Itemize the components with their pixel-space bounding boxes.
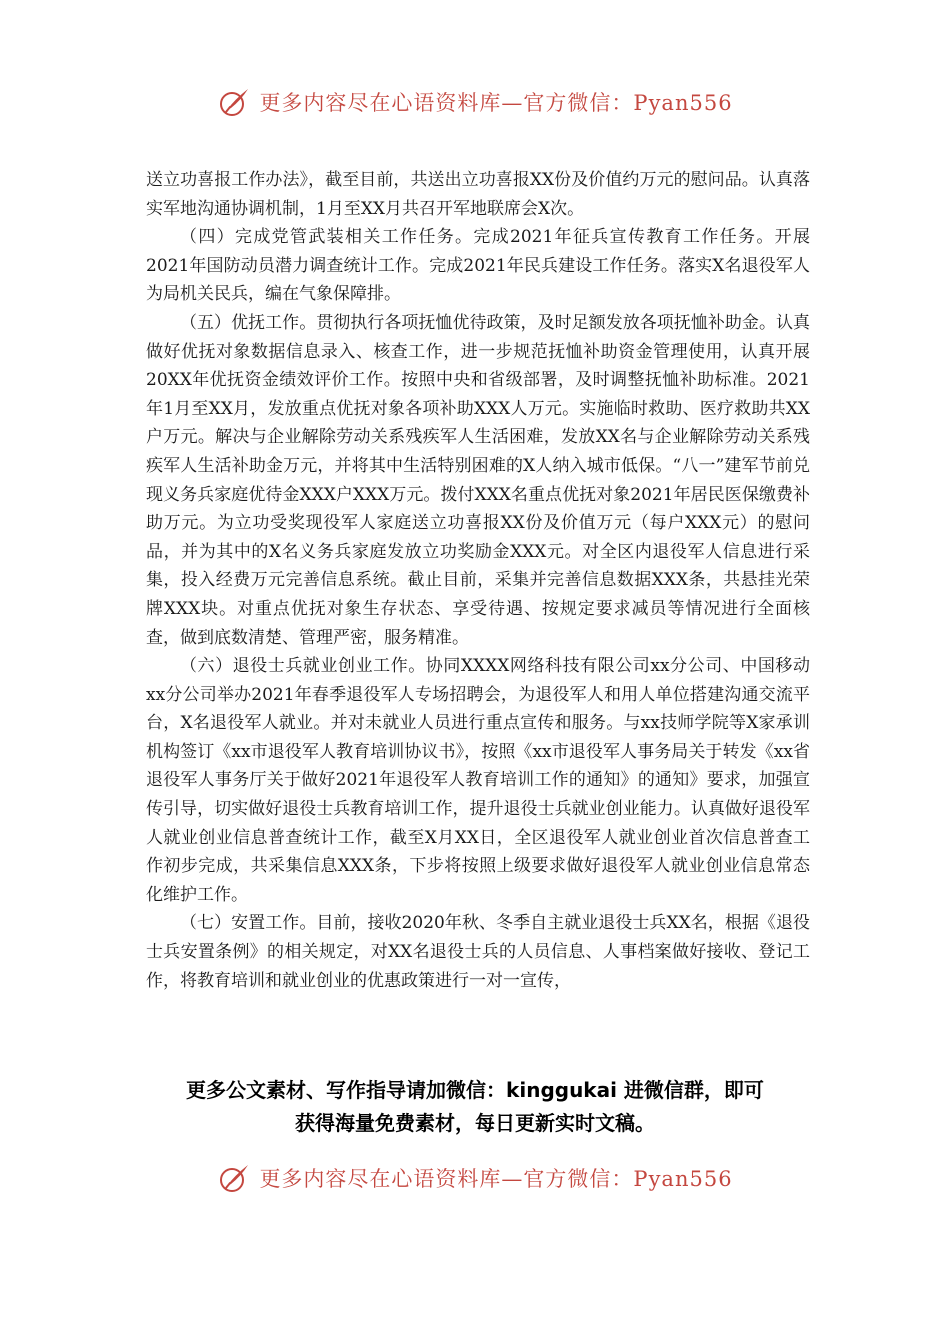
promo-line-1: 更多公文素材、写作指导请加微信：kinggukai 进微信群，即可	[186, 1078, 764, 1102]
paragraph-section-6: （六）退役士兵就业创业工作。协同XXXX网络科技有限公司xx分公司、中国移动xx分公司举办2021年春季退役军人专场招聘会，为退役军人和用人单位搭建沟通交流平台，X名退役军人就业。并对未就业人员进行重点宣传和服务。与xx技师学院等X家承训机构签订《xx市退役军人教育培训协议书》，按照《xx市退役军人事务局关于转发《xx省退役军人事务厅关于做好2021年退役军人教育培训工作的通知》的通知》要求，加强宣传引导，切实做好退役士兵教育培训工作，提升退役士兵就业创业能力。认真做好退役军人就业创业信息普查统计工作，截至X月XX日，全区退役军人就业创业首次信息普查工作初步完成，共采集信息XXX条，下步将按照上级要求做好退役军人就业创业信息常态化维护工作。	[146, 656, 810, 905]
document-body	[146, 166, 810, 995]
quill-circle-icon	[217, 1161, 251, 1195]
paragraph-section-5: （五）优抚工作。贯彻执行各项抚恤优待政策，及时足额发放各项抚恤补助金。认真做好优抚对象数据信息录入、核查工作，进一步规范抚恤补助资金管理使用，认真开展20XX年优抚资金绩效评价工作。按照中央和省级部署，及时调整抚恤补助标准。2021年1月至XX月，发放重点优抚对象各项补助XXX人万元。实施临时救助、医疗救助共XX户万元。解决与企业解除劳动关系残疾军人生活困难，发放XX名与企业解除劳动关系残疾军人生活补助金万元，并将其中生活特别困难的X人纳入城市低保。“八一”建军节前兑现义务兵家庭优待金XXX户XXX万元。拨付XXX名重点优抚对象2021年居民医保缴费补助万元。为立功受奖现役军人家庭送立功喜报XX份及价值万元（每户XXX元）的慰问品，并为其中的X名义务兵家庭发放立功奖励金XXX元。对全区内退役军人信息进行采集，投入经费万元完善信息系统。截止目前，采集并完善信息数据XXX条，共悬挂光荣牌XXX块。对重点优抚对象生存状态、享受待遇、按规定要求减员等情况进行全面核查，做到底数清楚、管理严密，服务精准。	[146, 312, 810, 648]
promo-line-2: 获得海量免费素材，每日更新实时文稿。	[295, 1111, 655, 1135]
paragraph-section-7: （七）安置工作。目前，接收2020年秋、冬季自主就业退役士兵XX名，根据《退役士兵安置条例》的相关规定，对XX名退役士兵的人员信息、人事档案做好接收、登记工作，将教育培训和就业创业的优惠政策进行一对一宣传，	[146, 913, 810, 991]
footer-banner	[0, 1158, 950, 1198]
promo-notice	[100, 1074, 850, 1140]
paragraph-continuation: 送立功喜报工作办法》，截至目前，共送出立功喜报XX份及价值约万元的慰问品。认真落实军地沟通协调机制，1月至XX月共召开军地联席会X次。	[146, 170, 810, 219]
header-banner	[0, 82, 950, 122]
paragraph-section-4: （四）完成党管武装相关工作任务。完成2021年征兵宣传教育工作任务。开展2021年国防动员潜力调查统计工作。完成2021年民兵建设工作任务。落实X名退役军人为局机关民兵，编在气象保障排。	[146, 227, 810, 305]
header-banner-text: 更多内容尽在心语资料库—官方微信：Pyan556	[259, 91, 733, 115]
footer-banner-text: 更多内容尽在心语资料库—官方微信：Pyan556	[259, 1167, 733, 1191]
quill-circle-icon	[217, 85, 251, 119]
